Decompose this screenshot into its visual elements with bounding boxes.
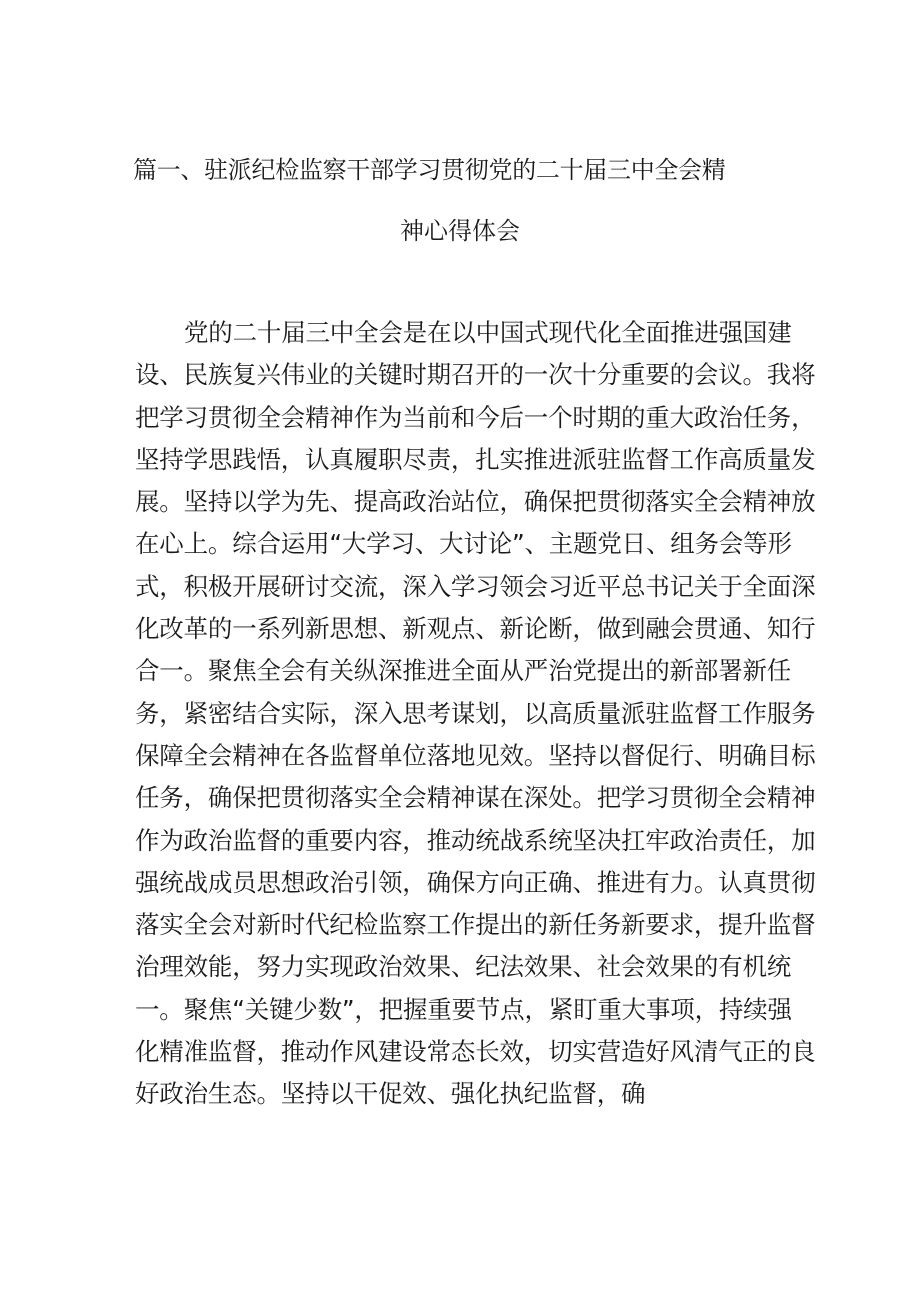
body-paragraph	[135, 312, 816, 1116]
document-title-line-1: 篇一、驻派纪检监察干部学习贯彻党的二十届三中全会精	[133, 156, 726, 184]
body-line: 合一。聚焦全会有关纵深推进全面从严治党提出的新部署新任	[135, 656, 792, 686]
body-line: 党的二十届三中全会是在以中国式现代化全面推进强国建	[184, 318, 792, 347]
body-line: 落实全会对新时代纪检监察工作提出的新任务新要求，提升监督	[135, 910, 816, 940]
body-line: 展。坚持以学为先、提高政治站位，确保把贯彻落实全会精神放	[135, 487, 816, 517]
body-line: 强统战成员思想政治引领，确保方向正确、推进有力。认真贯彻	[135, 867, 816, 897]
body-line: 任务，确保把贯彻落实全会精神谋在深处。把学习贯彻全会精神	[135, 783, 816, 813]
body-line: 治理效能，努力实现政治效果、纪法效果、社会效果的有机统	[135, 952, 792, 982]
body-line: 保障全会精神在各监督单位落地见效。坚持以督促行、明确目标	[135, 740, 816, 770]
document-title-line-2: 神心得体会	[400, 217, 520, 245]
body-line: 一。聚焦“关键少数”，把握重要节点，紧盯重大事项，持续强	[135, 994, 792, 1024]
body-line: 在心上。综合运用“大学习、大讨论”、主题党日、组务会等形	[135, 529, 792, 559]
body-line: 化精准监督，推动作风建设常态长效，切实营造好风清气正的良	[135, 1037, 816, 1067]
body-line: 把学习贯彻全会精神作为当前和今后一个时期的重大政治任务，	[135, 402, 816, 432]
body-line: 作为政治监督的重要内容，推动统战系统坚决扛牢政治责任，加	[135, 825, 816, 855]
body-line: 坚持学思践悟，认真履职尽责，扎实推进派驻监督工作高质量发	[135, 444, 816, 474]
body-line: 化改革的一系列新思想、新观点、新论断，做到融会贯通、知行	[135, 614, 816, 644]
body-line: 好政治生态。坚持以干促效、强化执纪监督，确	[135, 1079, 646, 1109]
body-line: 式，积极开展研讨交流，深入学习领会习近平总书记关于全面深	[135, 571, 816, 601]
body-line: 设、民族复兴伟业的关键时期召开的一次十分重要的会议。我将	[135, 360, 816, 390]
body-line: 务，紧密结合实际，深入思考谋划，以高质量派驻监督工作服务	[135, 698, 816, 728]
